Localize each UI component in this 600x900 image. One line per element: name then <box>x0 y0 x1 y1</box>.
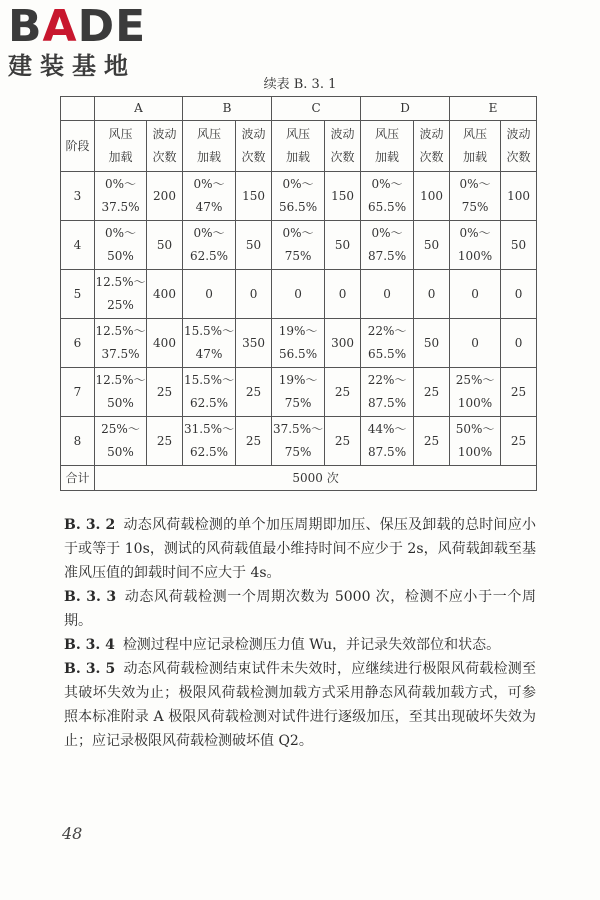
pressure-cell <box>361 368 414 417</box>
pressure-cell <box>95 221 147 270</box>
table-caption: 续表 B. 3. 1 <box>263 77 337 92</box>
header-line: 波动 <box>241 127 266 141</box>
table-subheader-row <box>61 121 537 172</box>
pressure-header-cell <box>183 121 236 172</box>
page-number: 48 <box>62 824 83 843</box>
logo-wordmark: BADE <box>8 1 147 52</box>
pressure-line: 0%～ <box>371 177 403 191</box>
pressure-line: 47% <box>195 347 223 361</box>
pressure-line: 87.5% <box>367 396 407 410</box>
load-schedule-table <box>60 96 537 491</box>
pressure-line: 19%～ <box>278 324 318 338</box>
header-line: 加载 <box>197 150 222 164</box>
pressure-cell <box>95 270 147 319</box>
pressure-line: 50% <box>107 396 134 410</box>
stage-cell: 7 <box>61 368 95 417</box>
cycles-cell: 200 <box>147 172 183 221</box>
pressure-cell <box>95 319 147 368</box>
pressure-cell <box>272 270 325 319</box>
cycles-header-cell <box>414 121 450 172</box>
pressure-line: 12.5%～ <box>95 324 146 338</box>
pressure-line: 75% <box>284 445 312 459</box>
stage-header-cell: 阶段 <box>61 121 95 172</box>
cycles-cell: 150 <box>325 172 361 221</box>
header-line: 次数 <box>506 150 531 164</box>
stage-cell: 8 <box>61 417 95 466</box>
cycles-cell: 300 <box>325 319 361 368</box>
pressure-cell <box>183 172 236 221</box>
pressure-line: 0%～ <box>193 226 225 240</box>
pressure-line: 100% <box>457 445 493 459</box>
clause-number: B. 3. 4 <box>64 637 115 653</box>
pressure-line: 0%～ <box>282 177 314 191</box>
pressure-line: 62.5% <box>189 249 229 263</box>
cycles-cell: 50 <box>414 319 450 368</box>
header-line: 加载 <box>108 150 133 164</box>
pressure-line: 0 <box>294 286 302 301</box>
pressure-line: 12.5%～ <box>95 373 146 387</box>
pressure-line: 15.5%～ <box>183 324 235 338</box>
total-value-cell: 5000 次 <box>95 466 537 491</box>
stage-cell: 3 <box>61 172 95 221</box>
header-line: 加载 <box>375 150 400 164</box>
table-total-row <box>61 466 537 491</box>
stage-cell: 4 <box>61 221 95 270</box>
clause-text: 动态风荷载检测一个周期次数为 5000 次，检测不应小于一个周期。 <box>64 589 537 629</box>
pressure-header-cell <box>95 121 147 172</box>
table-corner-cell <box>61 97 95 121</box>
cycles-header-cell <box>325 121 361 172</box>
pressure-line: 0 <box>471 286 479 301</box>
cycles-cell: 50 <box>501 221 537 270</box>
pressure-line: 37.5% <box>101 347 140 361</box>
header-line: 加载 <box>286 150 311 164</box>
cycles-cell: 0 <box>501 270 537 319</box>
pressure-line: 65.5% <box>367 200 407 214</box>
pressure-line: 12.5%～ <box>95 275 146 289</box>
pressure-cell <box>361 172 414 221</box>
group-header-cell: B <box>183 97 272 121</box>
pressure-line: 19%～ <box>278 373 318 387</box>
pressure-cell <box>183 319 236 368</box>
header-line: 波动 <box>152 127 177 141</box>
pressure-cell <box>183 368 236 417</box>
pressure-line: 75% <box>284 396 312 410</box>
pressure-line: 75% <box>284 249 312 263</box>
cycles-cell: 100 <box>501 172 537 221</box>
body-text <box>64 513 536 753</box>
cycles-cell: 50 <box>325 221 361 270</box>
total-label-cell: 合计 <box>61 466 95 491</box>
pressure-line: 25%～ <box>455 373 495 387</box>
header-line: 波动 <box>419 127 444 141</box>
clause-text: 动态风荷载检测的单个加压周期即加压、保压及卸载的总时间应小于或等于 10s，测试的风荷载值最小维持时间不应少于 2s，风荷载卸载至基准风压值的卸载时间不应大于 4s。 <box>64 517 537 581</box>
cycles-cell: 50 <box>147 221 183 270</box>
pressure-line: 47% <box>195 200 223 214</box>
pressure-line: 65.5% <box>367 347 407 361</box>
pressure-line: 87.5% <box>367 249 407 263</box>
header-line: 风压 <box>463 127 488 141</box>
pressure-line: 25%～ <box>101 422 140 436</box>
header-line: 次数 <box>241 150 266 164</box>
pressure-cell <box>450 417 501 466</box>
pressure-line: 87.5% <box>367 445 407 459</box>
pressure-line: 31.5%～ <box>183 422 235 436</box>
cycles-cell: 25 <box>147 368 183 417</box>
pressure-line: 0%～ <box>193 177 225 191</box>
pressure-cell <box>272 319 325 368</box>
pressure-line: 0%～ <box>104 226 137 240</box>
table-row <box>61 319 537 368</box>
pressure-cell <box>95 172 147 221</box>
cycles-cell: 25 <box>325 417 361 466</box>
pressure-line: 0 <box>383 286 391 301</box>
cycles-cell: 0 <box>236 270 272 319</box>
pressure-line: 37.5%～ <box>272 422 324 436</box>
header-line: 风压 <box>197 127 222 141</box>
cycles-cell: 400 <box>147 319 183 368</box>
cycles-cell: 100 <box>414 172 450 221</box>
cycles-cell: 25 <box>236 417 272 466</box>
clause-text: 检测过程中应记录检测压力值 Wu，并记录失效部位和状态。 <box>122 637 501 653</box>
pressure-line: 50%～ <box>455 422 495 436</box>
pressure-line: 0%～ <box>282 226 314 240</box>
pressure-line: 100% <box>457 396 493 410</box>
stage-cell: 6 <box>61 319 95 368</box>
pressure-line: 22%～ <box>367 373 407 387</box>
pressure-cell <box>450 368 501 417</box>
pressure-line: 15.5%～ <box>183 373 235 387</box>
clause-paragraph <box>64 513 536 585</box>
pressure-header-cell <box>272 121 325 172</box>
pressure-cell <box>361 319 414 368</box>
header-line: 波动 <box>330 127 355 141</box>
cycles-cell: 25 <box>414 368 450 417</box>
clause-number: B. 3. 2 <box>64 517 116 533</box>
pressure-line: 100% <box>457 249 493 263</box>
cycles-header-cell <box>501 121 537 172</box>
table-row <box>61 221 537 270</box>
cycles-cell: 25 <box>325 368 361 417</box>
table-row <box>61 368 537 417</box>
pressure-line: 0%～ <box>371 226 403 240</box>
header-line: 加载 <box>463 150 488 164</box>
pressure-line: 62.5% <box>189 445 229 459</box>
pressure-cell <box>361 221 414 270</box>
header-line: 次数 <box>330 150 355 164</box>
pressure-cell <box>361 270 414 319</box>
pressure-line: 50% <box>107 445 134 459</box>
pressure-line: 0 <box>471 335 479 350</box>
cycles-cell: 25 <box>236 368 272 417</box>
group-header-cell: A <box>95 97 183 121</box>
pressure-cell <box>450 319 501 368</box>
header-line: 风压 <box>108 127 133 141</box>
pressure-line: 0 <box>205 286 213 301</box>
pressure-header-cell <box>450 121 501 172</box>
pressure-line: 25% <box>107 298 134 312</box>
header-line: 波动 <box>506 127 531 141</box>
cycles-cell: 25 <box>414 417 450 466</box>
pressure-header-cell <box>361 121 414 172</box>
header-line: 风压 <box>375 127 400 141</box>
cycles-cell: 400 <box>147 270 183 319</box>
pressure-line: 75% <box>461 200 489 214</box>
clause-number: B. 3. 5 <box>64 661 116 677</box>
cycles-header-cell <box>236 121 272 172</box>
cycles-cell: 350 <box>236 319 272 368</box>
pressure-cell <box>272 417 325 466</box>
pressure-cell <box>272 221 325 270</box>
cycles-cell: 25 <box>501 417 537 466</box>
table-row <box>61 417 537 466</box>
pressure-line: 37.5% <box>101 200 140 214</box>
cycles-cell: 50 <box>414 221 450 270</box>
pressure-cell <box>272 368 325 417</box>
clause-text: 动态风荷载检测结束试件未失效时，应继续进行极限风荷载检测至其破坏失效为止；极限风荷载检测加载方式采用静态风荷载加载方式，可参照本标准附录 A 极限风荷载检测对试件进行逐级加压，至其出现破坏失效为止；应记录极限风荷载检测破坏值 Q2。 <box>64 661 537 749</box>
pressure-line: 44%～ <box>367 422 407 436</box>
pressure-cell <box>183 221 236 270</box>
pressure-line: 0%～ <box>459 226 491 240</box>
group-header-cell: E <box>450 97 537 121</box>
pressure-cell <box>450 221 501 270</box>
cycles-cell: 0 <box>325 270 361 319</box>
pressure-line: 50% <box>107 249 134 263</box>
stage-cell: 5 <box>61 270 95 319</box>
cycles-header-cell <box>147 121 183 172</box>
header-line: 风压 <box>286 127 311 141</box>
pressure-line: 22%～ <box>367 324 407 338</box>
pressure-cell <box>450 270 501 319</box>
cycles-cell: 50 <box>236 221 272 270</box>
pressure-line: 0%～ <box>459 177 491 191</box>
clause-paragraph <box>64 633 536 657</box>
pressure-cell <box>450 172 501 221</box>
header-line: 次数 <box>419 150 444 164</box>
pressure-cell <box>95 368 147 417</box>
table-row <box>61 172 537 221</box>
pressure-cell <box>183 417 236 466</box>
pressure-cell <box>272 172 325 221</box>
clause-paragraph <box>64 585 536 633</box>
pressure-cell <box>95 417 147 466</box>
pressure-line: 62.5% <box>189 396 229 410</box>
table-row <box>61 270 537 319</box>
cycles-cell: 150 <box>236 172 272 221</box>
group-header-cell: C <box>272 97 361 121</box>
table-group-header-row <box>61 97 537 121</box>
pressure-line: 56.5% <box>278 347 318 361</box>
cycles-cell: 0 <box>414 270 450 319</box>
clause-paragraph <box>64 657 536 753</box>
group-header-cell: D <box>361 97 450 121</box>
clause-number: B. 3. 3 <box>64 589 117 605</box>
cycles-cell: 25 <box>501 368 537 417</box>
pressure-line: 56.5% <box>278 200 318 214</box>
pressure-cell <box>361 417 414 466</box>
brand-logo <box>8 1 147 80</box>
pressure-cell <box>183 270 236 319</box>
cycles-cell: 0 <box>501 319 537 368</box>
logo-subtitle: 建装基地 <box>8 52 136 80</box>
header-line: 次数 <box>152 150 177 164</box>
pressure-line: 0%～ <box>104 177 137 191</box>
cycles-cell: 25 <box>147 417 183 466</box>
